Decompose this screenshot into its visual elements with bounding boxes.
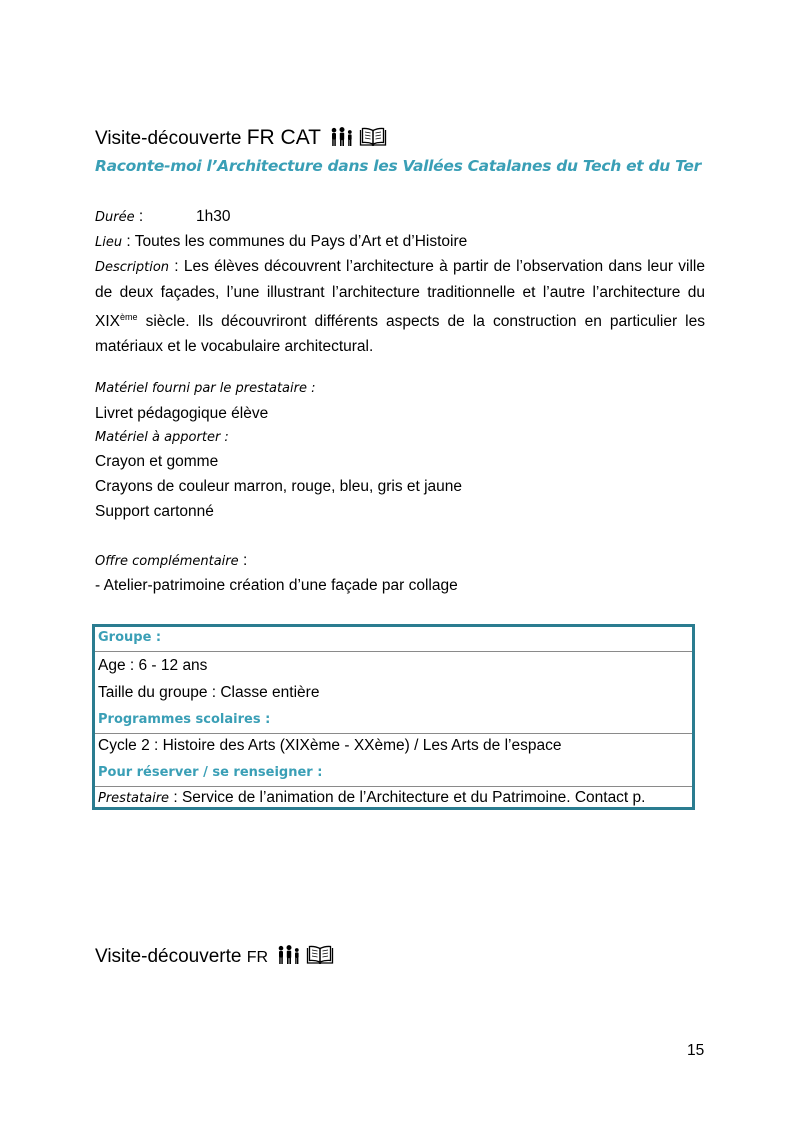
visit-subtitle: Raconte-moi l’Architecture dans les Vallées Catalanes du Tech et du Ter: [95, 157, 701, 175]
provider-line: [98, 789, 645, 807]
provider-value: : Service de l’animation de l’Architecture et du Patrimoine. Contact p.: [169, 789, 646, 806]
bring-material-label: Matériel à apporter :: [95, 430, 229, 445]
offer-item: - Atelier-patrimoine création d’une façade par collage: [95, 577, 458, 594]
duration-value: 1h30: [196, 208, 231, 225]
box-divider: [95, 786, 692, 787]
curriculum-cycle: Cycle 2 : Histoire des Arts (XIXème - XXème) / Les Arts de l’espace: [98, 737, 562, 754]
info-box: [92, 624, 695, 810]
supplied-material-label: Matériel fourni par le prestataire :: [95, 381, 316, 396]
group-heading: Groupe :: [98, 630, 162, 645]
section-title-languages: FR: [246, 949, 269, 966]
booking-heading: Pour réserver / se renseigner :: [98, 765, 323, 780]
section-title-text: Visite-découverte: [95, 946, 242, 967]
description-label: Description: [95, 260, 170, 275]
description-paragraph: [95, 255, 705, 359]
duration-label: Durée: [95, 210, 135, 225]
programs-heading: Programmes scolaires :: [98, 712, 271, 727]
box-divider: [95, 651, 692, 652]
section-title: [95, 126, 387, 150]
open-book-icon: [306, 945, 334, 965]
duration-line: [95, 208, 143, 226]
offer-label: Offre complémentaire: [95, 554, 239, 569]
group-of-people-icon: [330, 127, 354, 147]
open-book-icon: [359, 127, 387, 147]
section-title-languages: FR CAT: [246, 126, 322, 149]
offer-separator: :: [238, 552, 248, 569]
box-divider: [95, 733, 692, 734]
location-label: Lieu: [95, 235, 123, 250]
supplied-material-item: Livret pédagogique élève: [95, 405, 269, 422]
age-range: Age : 6 - 12 ans: [98, 657, 208, 674]
section-title: [95, 945, 334, 968]
section-title-icons: [277, 945, 334, 965]
group-of-people-icon: [277, 945, 301, 965]
description-text-1: : Les élèves découvrent l’architecture à partir de l’observation dans leur ville de deux façades, l’une illustrant l’architecture traditionnelle et l’autre l’architecture du XIX: [95, 258, 705, 331]
bring-material-item: Crayon et gomme: [95, 453, 219, 470]
provider-label: Prestataire: [98, 791, 170, 806]
section-title-text: Visite-découverte: [95, 128, 242, 149]
location-value: : Toutes les communes du Pays d’Art et d’Histoire: [122, 233, 468, 250]
group-size: Taille du groupe : Classe entière: [98, 684, 320, 701]
bring-material-item: Support cartonné: [95, 503, 214, 520]
duration-separator: :: [134, 208, 144, 225]
description-superscript: ème: [119, 312, 138, 322]
bring-material-item: Crayons de couleur marron, rouge, bleu, gris et jaune: [95, 478, 463, 495]
page-number: 15: [687, 1042, 705, 1059]
location-line: [95, 233, 467, 251]
section-title-icons: [330, 127, 387, 147]
description-text-2: siècle. Ils découvriront différents aspects de la construction en particulier les matériaux et le vocabulaire architectural.: [95, 313, 705, 355]
offer-line: [95, 552, 247, 570]
